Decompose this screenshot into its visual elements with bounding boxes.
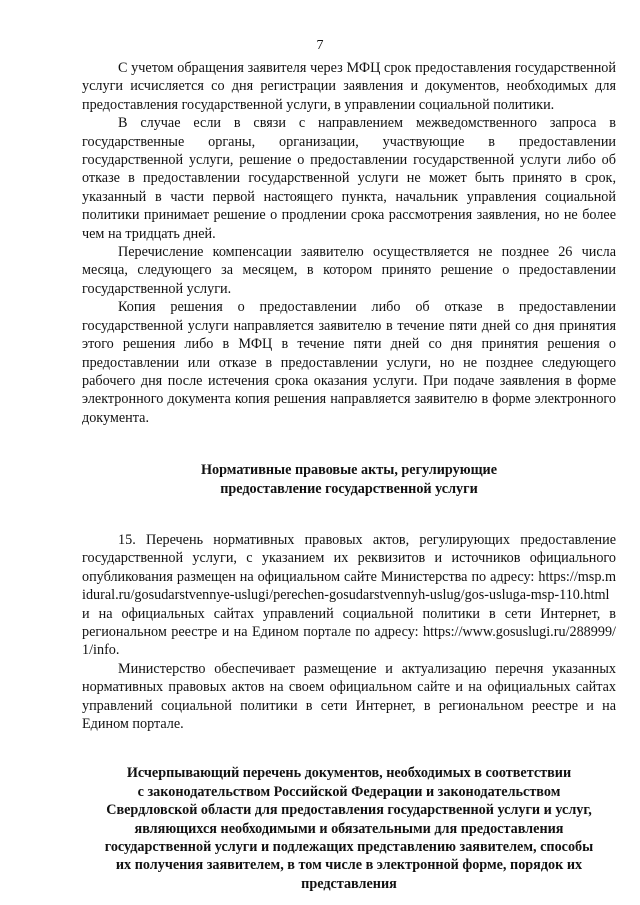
paragraph-decision-copy: Копия решения о предоставлении либо об отказе в предоставлении государственной услуги направляется заявителю в течение пяти дней со дня принятия этого решения либо в МФЦ в течение пяти дней со дня принятия решения о предоставлении или отказе в предоставлении услуги, но не позднее следующего рабочего дня после истечения срока оказания услуги. При подаче заявления в форме электронного документа копия решения направляется заявителю в форме электронного документа. [82,299,616,426]
heading-documents-line: их получения заявителем, в том числе в электронной форме, порядок их [115,857,583,874]
heading-legal-acts-line: Нормативные правовые акты, регулирующие [200,462,498,479]
paragraph-legal-acts-text-cont: и на официальных сайтах управлений социальной политики в сети Интернет, в региональном реестре и на Едином портале по адресу: [82,605,616,640]
paragraph-ministry-update: Министерство обеспечивает размещение и актуализацию перечня указанных нормативных правовых актов на своем официальном сайте и на официальных сайтах управлений социальной политики в сети Интернет, в региональном реестре и на Едином портале. [82,660,616,732]
heading-documents-line: государственной услуги и подлежащих представлению заявителем, способы [104,839,594,856]
page-number: 7 [316,38,324,53]
heading-documents-list [82,764,616,893]
paragraph-compensation-transfer: Перечисление компенсации заявителю осуществляется не позднее 26 числа месяца, следующего за месяцем, в котором принято решение о предоставлении государственной услуги. [82,244,616,297]
heading-legal-acts [82,461,616,498]
paragraph-interagency-request: В случае если в связи с направлением межведомственного запроса в государственные органы, организации, участвующие в предоставлении государственной услуги, решение о предоставлении государственной услуги либо об отказе в предоставлении государственной услуги не может быть принято в срок, указанный в части первой настоящего пункта, начальник управления социальной политики принимает решение о продлении срока рассмотрения заявления, но не более чем на тридцать дней. [82,115,616,242]
paragraph-legal-acts-list [82,531,616,660]
ministry-site-link[interactable]: https://msp.midural.ru/gosudarstvennye-uslugi/perechen-gosudarstvennyh-uslug/gos-usluga-msp-110.html [82,568,616,604]
heading-documents-line: Исчерпывающий перечень документов, необходимых в соответствии [126,765,572,782]
heading-documents-line: являющихся необходимыми и обязательными для предоставления [134,820,564,837]
gosuslugi-link[interactable]: https://www.gosuslugi.ru/288999/1/info. [82,623,616,659]
paragraph-mfc-term: С учетом обращения заявителя через МФЦ срок предоставления государственной услуги исчисляется со дня регистрации заявления и документов, необходимых для предоставления государственной услуги, в управлении социальной политики. [82,60,616,113]
heading-documents-line: с законодательством Российской Федерации и законодательством [137,783,561,800]
heading-documents-line: представления [301,875,397,892]
paragraph-legal-acts-text: 15. Перечень нормативных правовых актов, регулирующих предоставление государственной услуги, с указанием их реквизитов и источников официального опубликования размещен на официальном сайте Министерства по адресу: [82,531,616,585]
heading-legal-acts-line: предоставление государственной услуги [220,480,478,497]
document-body [82,59,616,893]
heading-documents-line: Свердловской области для предоставления государственной услуги и услуг, [106,802,592,819]
